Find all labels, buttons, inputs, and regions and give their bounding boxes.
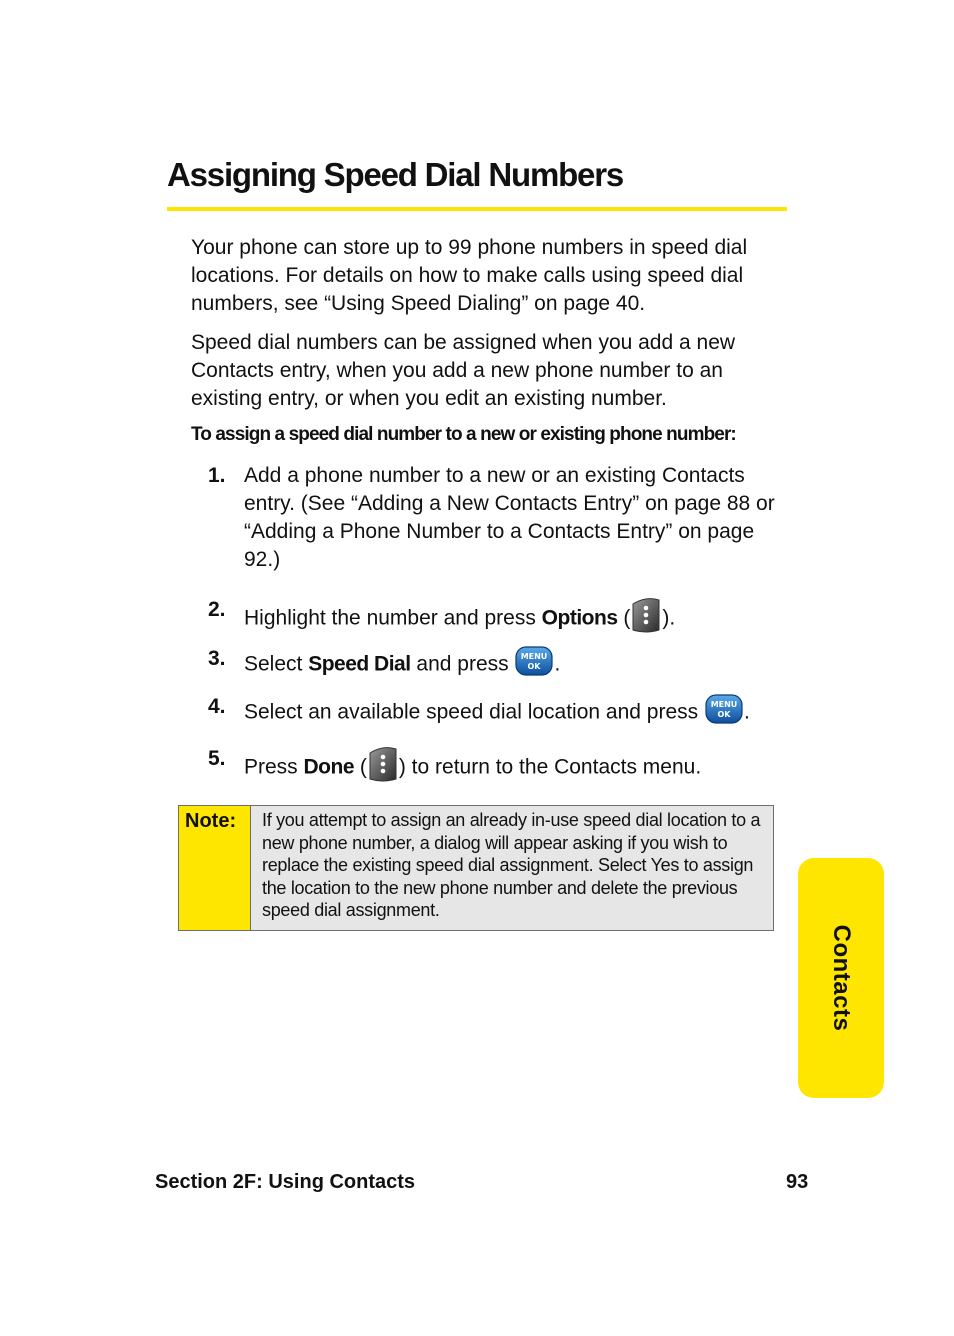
done-label: Done xyxy=(303,755,355,779)
step-number: 4. xyxy=(208,695,226,718)
speed-dial-label: Speed Dial xyxy=(308,652,411,676)
note-label: Note: xyxy=(179,806,251,930)
options-label: Options xyxy=(541,606,618,630)
step-text: Add a phone number to a new or an existing Contacts entry. (See “Adding a New Contacts Entry” on page 88 or “Adding a Phone Number to a Contacts Entry” on page 92.) xyxy=(244,464,775,571)
step-number: 3. xyxy=(208,647,226,670)
step-number: 1. xyxy=(208,464,226,487)
menu-ok-key-icon xyxy=(704,693,744,733)
step-text-part: ). xyxy=(662,606,676,630)
step-text-part: . xyxy=(554,652,561,676)
side-tab-label: Contacts xyxy=(828,924,855,1032)
page-title: Assigning Speed Dial Numbers xyxy=(167,156,624,193)
svg-text:MENU: MENU xyxy=(710,700,738,709)
step-text xyxy=(244,596,784,642)
intro-paragraph-2: Speed dial numbers can be assigned when you add a new Contacts entry, when you add a new phone number to an existing entry, or when you edit an existing number. xyxy=(191,331,736,410)
right-softkey-icon xyxy=(367,745,399,791)
step-text-part: ( xyxy=(354,755,367,779)
step-text xyxy=(244,745,784,791)
step-text-part: and press xyxy=(410,652,515,676)
note-text: If you attempt to assign an already in-use speed dial location to a new phone number, a dialog will appear asking if you wish to replace the existing speed dial assignment. Select Yes to assign the location to the new phone number and delete the previous speed dial assignment. xyxy=(262,810,761,920)
footer-section-title: Section 2F: Using Contacts xyxy=(155,1171,416,1193)
step-text-part: Select xyxy=(244,652,309,676)
step-text xyxy=(244,693,784,733)
menu-ok-key-icon xyxy=(514,645,554,685)
footer-page-number: 93 xyxy=(786,1171,809,1193)
step-text-part: . xyxy=(743,700,750,724)
svg-text:OK: OK xyxy=(527,662,541,671)
step-text-part: ) to return to the Contacts menu. xyxy=(398,755,702,779)
step-text-part: ( xyxy=(617,606,631,630)
title-underline xyxy=(167,207,787,211)
svg-text:MENU: MENU xyxy=(521,652,548,661)
step-text-part: Highlight the number and press xyxy=(244,606,542,630)
section-side-tab xyxy=(798,858,884,1098)
step-number: 2. xyxy=(208,598,226,621)
right-softkey-icon xyxy=(630,596,662,642)
step-text xyxy=(244,645,784,685)
step-text-part: Select an available speed dial location and press xyxy=(244,700,704,724)
procedure-heading: To assign a speed dial number to a new or existing phone number: xyxy=(191,424,736,445)
step-text-part: Press xyxy=(244,755,304,779)
step-number: 5. xyxy=(208,747,226,770)
svg-text:OK: OK xyxy=(717,710,731,719)
intro-paragraph-1: Your phone can store up to 99 phone numbers in speed dial locations. For details on how to make calls using speed dial numbers, see “Using Speed Dialing” on page 40. xyxy=(191,236,748,315)
note-box xyxy=(178,805,774,931)
